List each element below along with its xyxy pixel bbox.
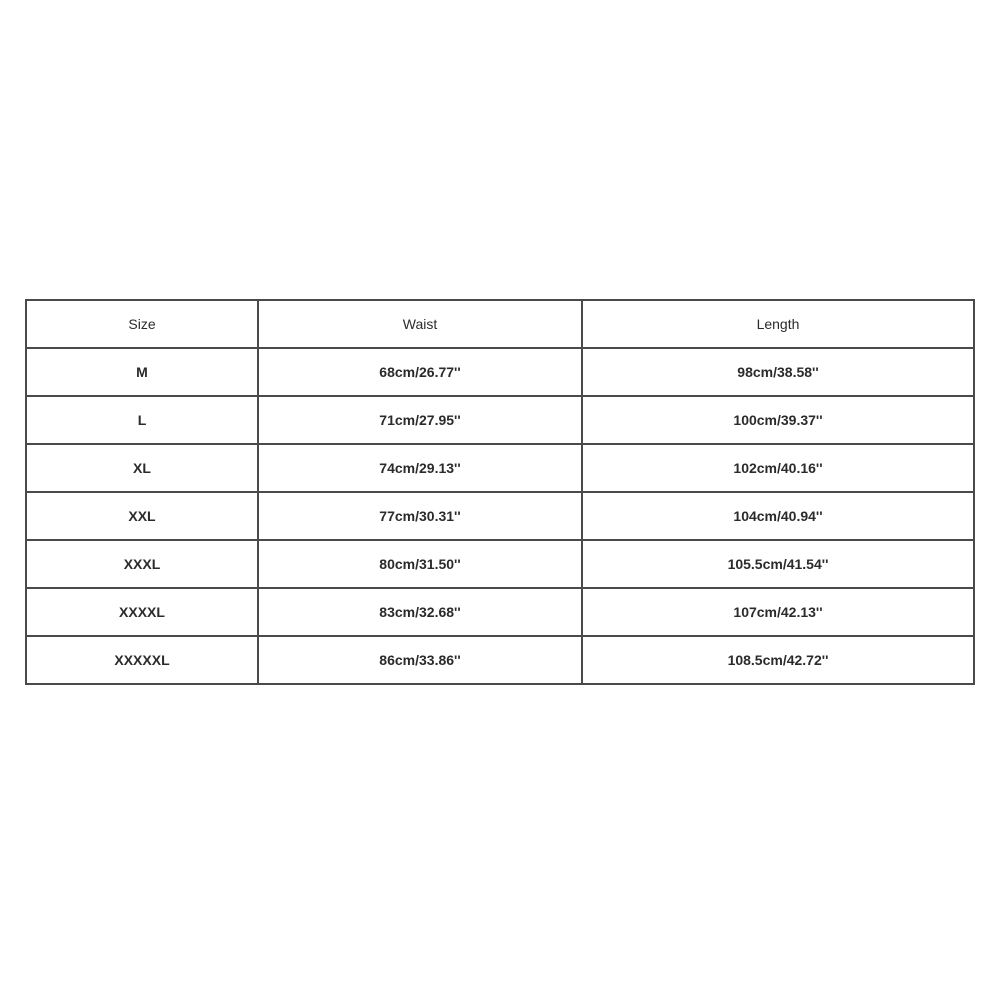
cell-waist: 71cm/27.95'' [258, 396, 582, 444]
size-chart-table [25, 299, 975, 685]
header-size: Size [26, 300, 258, 348]
cell-length: 108.5cm/42.72'' [582, 636, 974, 684]
table-row [26, 396, 974, 444]
header-waist: Waist [258, 300, 582, 348]
cell-length: 102cm/40.16'' [582, 444, 974, 492]
cell-size: XXXL [26, 540, 258, 588]
cell-size: XXXXXL [26, 636, 258, 684]
cell-length: 100cm/39.37'' [582, 396, 974, 444]
cell-size: L [26, 396, 258, 444]
cell-length: 104cm/40.94'' [582, 492, 974, 540]
table-row [26, 588, 974, 636]
cell-waist: 86cm/33.86'' [258, 636, 582, 684]
cell-waist: 80cm/31.50'' [258, 540, 582, 588]
cell-length: 105.5cm/41.54'' [582, 540, 974, 588]
table-row [26, 492, 974, 540]
cell-length: 107cm/42.13'' [582, 588, 974, 636]
cell-waist: 74cm/29.13'' [258, 444, 582, 492]
cell-size: XL [26, 444, 258, 492]
header-length: Length [582, 300, 974, 348]
table-row [26, 636, 974, 684]
table-row [26, 444, 974, 492]
cell-size: XXXXL [26, 588, 258, 636]
table-header-row [26, 300, 974, 348]
cell-waist: 77cm/30.31'' [258, 492, 582, 540]
cell-size: XXL [26, 492, 258, 540]
cell-waist: 68cm/26.77'' [258, 348, 582, 396]
table-row [26, 348, 974, 396]
cell-waist: 83cm/32.68'' [258, 588, 582, 636]
table-row [26, 540, 974, 588]
cell-length: 98cm/38.58'' [582, 348, 974, 396]
cell-size: M [26, 348, 258, 396]
